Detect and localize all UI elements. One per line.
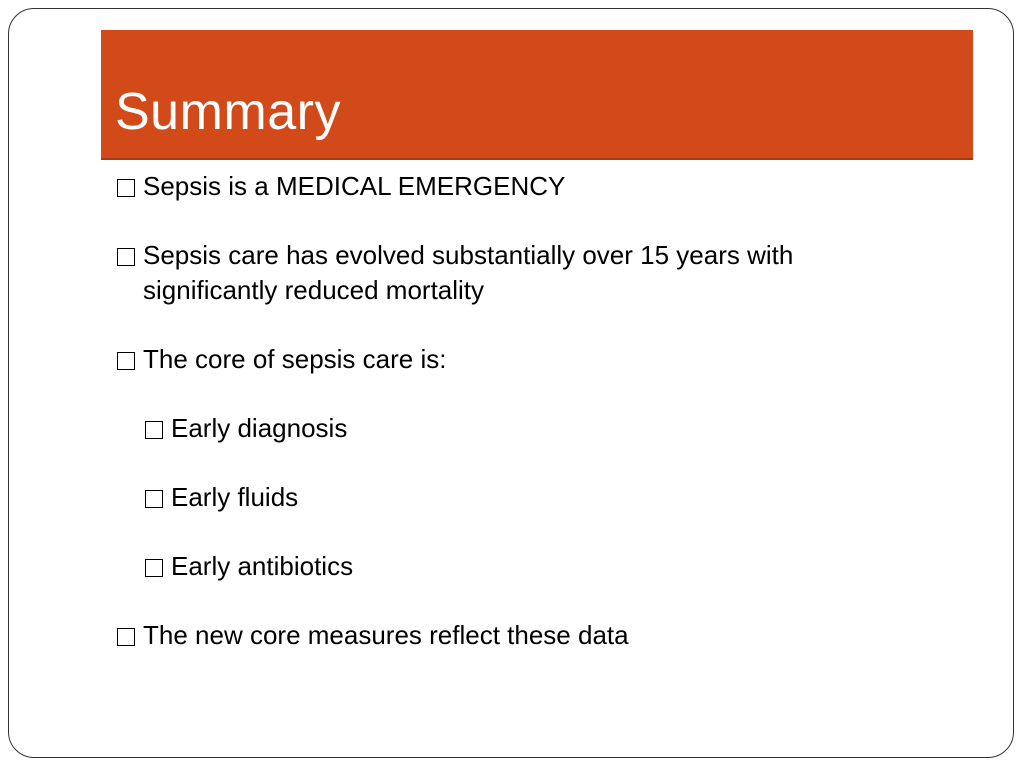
sub-bullet-item — [145, 549, 845, 584]
title-bar — [101, 30, 973, 160]
bullet-item — [117, 238, 897, 308]
slide-title: Summary — [115, 83, 341, 141]
bullet-item — [117, 342, 897, 377]
checkbox-bullet-icon — [117, 179, 135, 197]
bullet-text: The new core measures reflect these data — [143, 620, 629, 650]
bullet-item — [117, 169, 897, 204]
bullet-text: Sepsis care has evolved substantially over 15 years with significantly reduced mortality — [143, 240, 794, 305]
sub-bullet-item — [145, 480, 845, 515]
sub-bullet-text: Early diagnosis — [171, 413, 348, 443]
checkbox-bullet-icon — [117, 352, 135, 370]
bullet-text: Sepsis is a MEDICAL EMERGENCY — [143, 171, 566, 201]
checkbox-bullet-icon — [145, 421, 163, 439]
sub-bullet-text: Early fluids — [171, 482, 299, 512]
sub-bullet-text: Early antibiotics — [171, 551, 354, 581]
sub-bullet-item — [145, 411, 845, 446]
bullet-text: The core of sepsis care is: — [143, 344, 447, 374]
bullet-item — [117, 618, 897, 653]
checkbox-bullet-icon — [145, 559, 163, 577]
checkbox-bullet-icon — [117, 248, 135, 266]
checkbox-bullet-icon — [145, 490, 163, 508]
checkbox-bullet-icon — [117, 628, 135, 646]
